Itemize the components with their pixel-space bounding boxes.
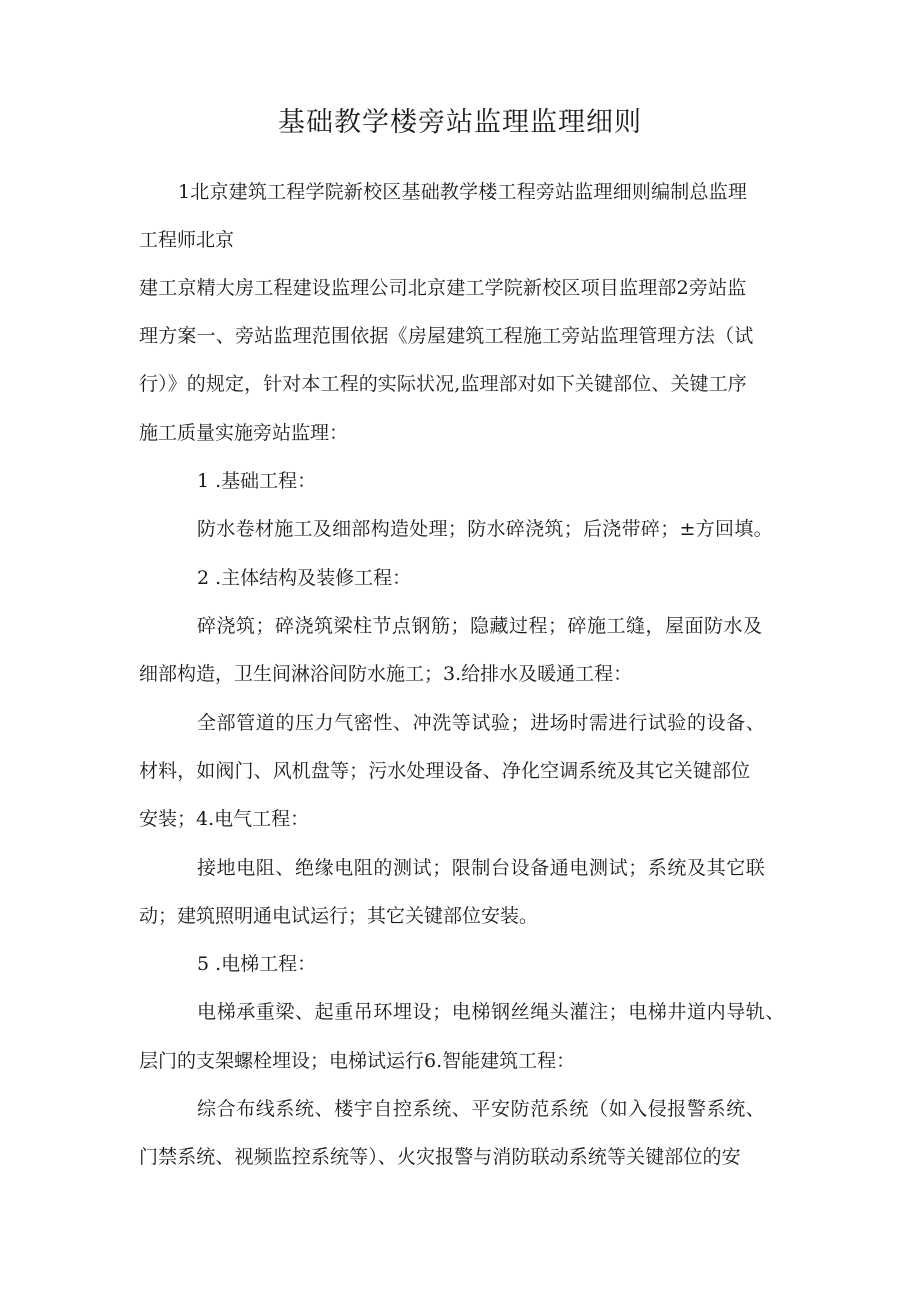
paragraph-line: 建工京精大房工程建设监理公司北京建工学院新校区项目监理部2旁站监 xyxy=(139,277,747,299)
paragraph-line: 动；建筑照明通电试运行；其它关键部位安装。 xyxy=(139,905,539,927)
section-heading: 2 .主体结构及装修工程： xyxy=(197,567,412,589)
document-title: 基础教学楼旁站监理监理细则 xyxy=(278,107,642,138)
paragraph-line: 材料，如阀门、风机盘等；污水处理设备、净化空调系统及其它关键部位 xyxy=(139,760,751,782)
paragraph-line: 层门的支架螺栓埋设；电梯试运行6.智能建筑工程： xyxy=(139,1050,576,1072)
section-heading: 1 .基础工程： xyxy=(197,470,317,492)
paragraph-line: 工程师北京 xyxy=(139,229,235,251)
paragraph-line: 电梯承重梁、起重吊环埋设；电梯钢丝绳头灌注；电梯井道内导轨、 xyxy=(197,1001,786,1023)
paragraph-line: 碎浇筑；碎浇筑梁柱节点钢筋；隐藏过程；碎施工缝，屋面防水及 xyxy=(197,615,763,637)
paragraph-line: 防水卷材施工及细部构造处理；防水碎浇筑；后浇带碎；±方回填。 xyxy=(197,518,773,540)
paragraph-line: 行）》的规定，针对本工程的实际状况,监理部对如下关键部位、关键工序 xyxy=(139,373,747,395)
paragraph-line: 细部构造，卫生间淋浴间防水施工；3.给排水及暖通工程： xyxy=(139,663,633,685)
paragraph-line: 全部管道的压力气密性、冲洗等试验；进场时需进行试验的设备、 xyxy=(197,712,766,734)
paragraph-line: 理方案一、旁站监理范围依据《房屋建筑工程施工旁站监理管理方法（试 xyxy=(139,325,754,347)
paragraph-line: 安装；4.电气工程： xyxy=(139,808,310,830)
paragraph-line: 施工质量实施旁站监理： xyxy=(139,422,349,444)
paragraph-line: 门禁系统、视频监控系统等）、火灾报警与消防联动系统等关键部位的安 xyxy=(139,1146,741,1168)
paragraph-line: 1北京建筑工程学院新校区基础教学楼工程旁站监理细则编制总监理 xyxy=(178,181,748,203)
paragraph-line: 综合布线系统、楼宇自控系统、平安防范系统（如入侵报警系统、 xyxy=(197,1098,766,1120)
paragraph-line: 接地电阻、绝缘电阻的测试；限制台设备通电测试；系统及其它联 xyxy=(197,857,766,879)
section-heading: 5 .电梯工程： xyxy=(197,953,317,975)
